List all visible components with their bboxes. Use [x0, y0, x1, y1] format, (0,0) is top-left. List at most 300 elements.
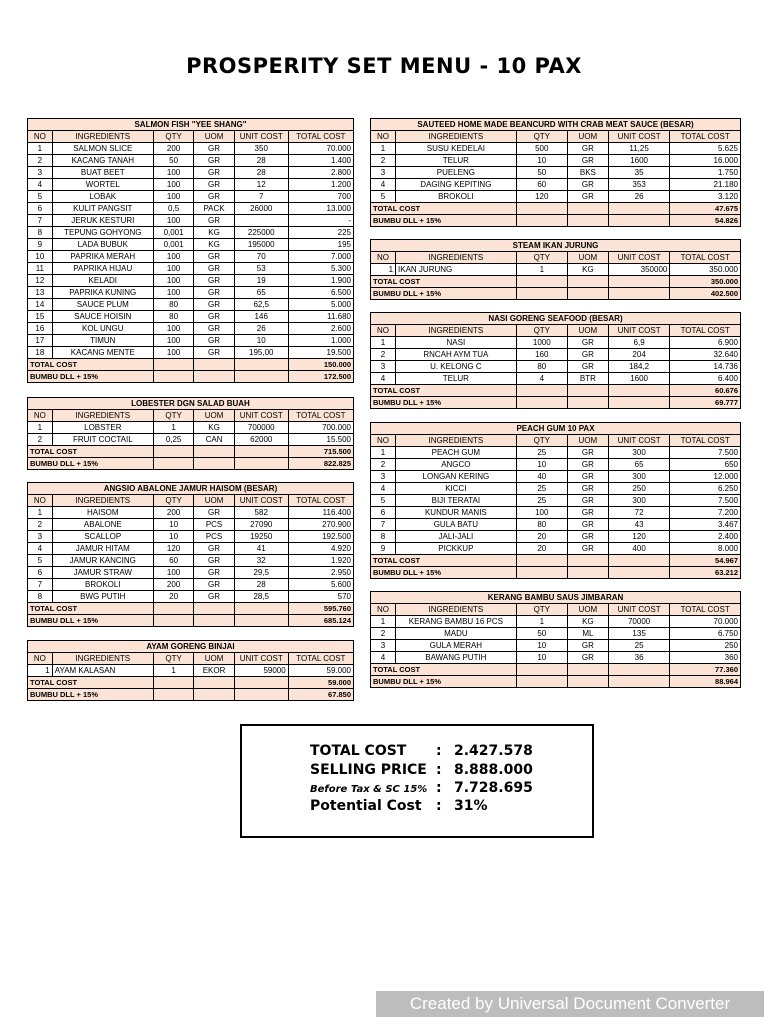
- table-cell: 7: [28, 215, 53, 227]
- table-cell: 350000: [608, 264, 669, 276]
- table-cell: 10: [28, 251, 53, 263]
- table-cell: 270.900: [288, 519, 353, 531]
- table-cell: 20: [516, 531, 567, 543]
- table-cell: 1: [516, 264, 567, 276]
- column-header: UNIT COST: [608, 252, 669, 264]
- table-cell: 116.400: [288, 507, 353, 519]
- table-cell: 2: [371, 628, 396, 640]
- table-cell: 4: [371, 179, 396, 191]
- table-cell: 184,2: [608, 361, 669, 373]
- total-label: TOTAL COST: [28, 603, 154, 615]
- table-cell: 17: [28, 335, 53, 347]
- total-value: 350.000: [670, 276, 741, 288]
- table-cell: 1600: [608, 155, 669, 167]
- table-cell: 100: [153, 287, 193, 299]
- table-cell: 9: [371, 543, 396, 555]
- table-cell: 3: [371, 471, 396, 483]
- table-row: [28, 179, 354, 191]
- table-cell: PAPRIKA HIJAU: [52, 263, 153, 275]
- table-cell: 8: [28, 591, 53, 603]
- table-row: [28, 215, 354, 227]
- total-cost-row: [371, 385, 741, 397]
- table-cell: 120: [516, 191, 567, 203]
- empty-cell: [516, 397, 567, 409]
- ingredient-table: [370, 591, 741, 688]
- column-header-row: [371, 252, 741, 264]
- table-cell: 1.000: [288, 335, 353, 347]
- table-cell: 10: [516, 155, 567, 167]
- table-cell: 4: [371, 373, 396, 385]
- table-cell: 7: [371, 519, 396, 531]
- table-cell: PCS: [194, 519, 234, 531]
- table-cell: IKAN JURUNG: [396, 264, 517, 276]
- table-cell: 8: [371, 531, 396, 543]
- table-cell: 0,001: [153, 227, 193, 239]
- column-header-row: [371, 131, 741, 143]
- total-label: BUMBU DLL + 15%: [28, 458, 154, 470]
- total-value: 54.826: [670, 215, 741, 227]
- column-header: UOM: [194, 410, 234, 422]
- table-row: [28, 335, 354, 347]
- page-title: PROSPERITY SET MENU - 10 PAX: [186, 54, 582, 78]
- table-cell: 100: [153, 275, 193, 287]
- total-value: 59.000: [288, 677, 353, 689]
- empty-cell: [567, 397, 608, 409]
- ingredient-table: [370, 239, 741, 300]
- table-cell: 300: [608, 447, 669, 459]
- empty-cell: [567, 385, 608, 397]
- column-header: QTY: [153, 131, 193, 143]
- column-header: UNIT COST: [608, 325, 669, 337]
- table-row: [371, 628, 741, 640]
- table-cell: 13: [28, 287, 53, 299]
- table-cell: 5.300: [288, 263, 353, 275]
- empty-cell: [567, 203, 608, 215]
- empty-cell: [234, 359, 288, 371]
- column-header: NO: [28, 410, 53, 422]
- column-header: QTY: [516, 252, 567, 264]
- table-cell: TELUR: [396, 373, 517, 385]
- table-cell: 70: [234, 251, 288, 263]
- table-cell: 26: [234, 323, 288, 335]
- table-row: [28, 203, 354, 215]
- total-label: BUMBU DLL + 15%: [28, 371, 154, 383]
- table-row: [28, 519, 354, 531]
- table-lobster: [27, 397, 354, 470]
- empty-cell: [516, 215, 567, 227]
- table-row: [371, 640, 741, 652]
- table-cell: ANGCO: [396, 459, 517, 471]
- table-row: [28, 287, 354, 299]
- table-cell: JAMUR KANCING: [52, 555, 153, 567]
- table-cell: 6.400: [670, 373, 741, 385]
- table-cell: 14.736: [670, 361, 741, 373]
- table-cell: GR: [194, 579, 234, 591]
- column-header: TOTAL COST: [288, 131, 353, 143]
- table-cell: 62,5: [234, 299, 288, 311]
- column-header: TOTAL COST: [670, 435, 741, 447]
- table-row: [371, 373, 741, 385]
- empty-cell: [516, 567, 567, 579]
- table-cell: AYAM KALASAN: [52, 665, 153, 677]
- table-cell: 19250: [234, 531, 288, 543]
- table-cell: 7: [28, 579, 53, 591]
- empty-cell: [608, 397, 669, 409]
- column-header: UOM: [567, 252, 608, 264]
- table-cell: 1: [28, 507, 53, 519]
- table-cell: 65: [608, 459, 669, 471]
- table-cell: GR: [194, 507, 234, 519]
- table-cell: 6.900: [670, 337, 741, 349]
- table-cell: 300: [608, 471, 669, 483]
- table-cell: 6.250: [670, 483, 741, 495]
- table-cell: ML: [567, 628, 608, 640]
- table-cell: GR: [567, 155, 608, 167]
- table-cell: KG: [194, 227, 234, 239]
- table-cell: 80: [153, 311, 193, 323]
- table-row: [28, 155, 354, 167]
- total-label: TOTAL COST: [371, 555, 517, 567]
- table-cell: 59.000: [288, 665, 353, 677]
- total-value: 67.850: [288, 689, 353, 701]
- total-value: 69.777: [670, 397, 741, 409]
- table-cell: [234, 215, 288, 227]
- ingredient-table: [27, 118, 354, 383]
- table-cell: 18: [28, 347, 53, 359]
- column-header: UOM: [567, 435, 608, 447]
- table-cell: 5.625: [670, 143, 741, 155]
- table-title: ANGSIO ABALONE JAMUR HAISOM (BESAR): [28, 483, 354, 495]
- table-cell: 1: [371, 264, 396, 276]
- table-cell: 100: [153, 347, 193, 359]
- table-cell: GR: [194, 335, 234, 347]
- table-cell: 1: [153, 665, 193, 677]
- total-label: BUMBU DLL + 15%: [371, 215, 517, 227]
- table-cell: 5: [28, 555, 53, 567]
- summary-total-cost-value: 2.427.578: [454, 743, 533, 759]
- empty-cell: [194, 689, 234, 701]
- table-title: SALMON FISH "YEE SHANG": [28, 119, 354, 131]
- table-row: [28, 251, 354, 263]
- table-row: [371, 155, 741, 167]
- table-cell: 11,25: [608, 143, 669, 155]
- total-cost-row: [28, 359, 354, 371]
- table-cell: 59000: [234, 665, 288, 677]
- table-title: AYAM GORENG BINJAI: [28, 641, 354, 653]
- table-row: [371, 543, 741, 555]
- table-cell: 11.680: [288, 311, 353, 323]
- table-cell: 100: [153, 335, 193, 347]
- table-cell: 4: [371, 652, 396, 664]
- empty-cell: [234, 603, 288, 615]
- column-header: TOTAL COST: [670, 131, 741, 143]
- table-cell: 9: [28, 239, 53, 251]
- table-cell: GR: [194, 311, 234, 323]
- empty-cell: [153, 371, 193, 383]
- table-cell: KACANG MENTE: [52, 347, 153, 359]
- table-cell: 3.467: [670, 519, 741, 531]
- table-cell: 25: [516, 483, 567, 495]
- table-cell: 80: [516, 361, 567, 373]
- table-cell: 12: [234, 179, 288, 191]
- summary-colon: :: [436, 743, 442, 759]
- table-cell: 28: [234, 155, 288, 167]
- column-header-row: [28, 410, 354, 422]
- table-cell: 1.750: [670, 167, 741, 179]
- table-cell: 204: [608, 349, 669, 361]
- total-value: 63.212: [670, 567, 741, 579]
- table-cell: 1: [28, 422, 53, 434]
- summary-colon: :: [436, 762, 442, 778]
- column-header: NO: [28, 495, 53, 507]
- table-cell: PICKKUP: [396, 543, 517, 555]
- table-row: [371, 337, 741, 349]
- table-cell: 7.200: [670, 507, 741, 519]
- table-cell: 192.500: [288, 531, 353, 543]
- table-cell: 12.000: [670, 471, 741, 483]
- table-cell: 650: [670, 459, 741, 471]
- table-row: [28, 567, 354, 579]
- summary-colon: :: [436, 798, 442, 814]
- table-cell: GR: [567, 459, 608, 471]
- table-cell: 5: [371, 495, 396, 507]
- total-value: 88.964: [670, 676, 741, 688]
- table-cell: 700.000: [288, 422, 353, 434]
- table-ayam: [27, 640, 354, 701]
- column-header: UNIT COST: [608, 604, 669, 616]
- table-cell: 21.180: [670, 179, 741, 191]
- table-row: [371, 471, 741, 483]
- table-cell: GR: [194, 543, 234, 555]
- table-cell: 43: [608, 519, 669, 531]
- table-cell: -: [288, 215, 353, 227]
- table-cell: 20: [153, 591, 193, 603]
- table-cell: 3: [371, 167, 396, 179]
- table-cell: 250: [670, 640, 741, 652]
- table-cell: 20: [516, 543, 567, 555]
- table-cell: KUNDUR MANIS: [396, 507, 517, 519]
- table-cell: 6: [28, 567, 53, 579]
- empty-cell: [608, 288, 669, 300]
- table-cell: BROKOLI: [396, 191, 517, 203]
- total-cost-row: [28, 603, 354, 615]
- empty-cell: [567, 215, 608, 227]
- table-cell: 36: [608, 652, 669, 664]
- empty-cell: [153, 446, 193, 458]
- table-cell: 10: [516, 640, 567, 652]
- table-cell: 2.950: [288, 567, 353, 579]
- table-cell: 29,5: [234, 567, 288, 579]
- table-cell: 27090: [234, 519, 288, 531]
- table-cell: 50: [516, 167, 567, 179]
- column-header: QTY: [516, 604, 567, 616]
- empty-cell: [608, 664, 669, 676]
- table-cell: PAPRIKA KUNING: [52, 287, 153, 299]
- table-cell: 5: [28, 191, 53, 203]
- table-cell: GR: [194, 155, 234, 167]
- table-row: [28, 167, 354, 179]
- table-cell: 15: [28, 311, 53, 323]
- column-header: NO: [28, 653, 53, 665]
- empty-cell: [516, 676, 567, 688]
- table-cell: JALI-JALI: [396, 531, 517, 543]
- column-header: UNIT COST: [234, 495, 288, 507]
- table-row: [28, 531, 354, 543]
- column-header: QTY: [153, 495, 193, 507]
- total-value: 172.500: [288, 371, 353, 383]
- table-cell: 1.900: [288, 275, 353, 287]
- table-cell: GR: [567, 179, 608, 191]
- table-row: [28, 422, 354, 434]
- table-cell: 4: [28, 543, 53, 555]
- table-row: [28, 555, 354, 567]
- ingredient-table: [370, 422, 741, 579]
- table-cell: GR: [567, 471, 608, 483]
- table-cell: GR: [194, 179, 234, 191]
- table-cell: GULA BATU: [396, 519, 517, 531]
- table-cell: 3: [28, 167, 53, 179]
- empty-cell: [608, 203, 669, 215]
- table-cell: BROKOLI: [52, 579, 153, 591]
- column-header: INGREDIENTS: [52, 131, 153, 143]
- table-row: [28, 434, 354, 446]
- total-label: BUMBU DLL + 15%: [28, 615, 154, 627]
- table-cell: 28: [234, 579, 288, 591]
- table-cell: PUELENG: [396, 167, 517, 179]
- table-cell: 6: [28, 203, 53, 215]
- table-cell: 35: [608, 167, 669, 179]
- table-cell: 100: [153, 251, 193, 263]
- table-beancurd: [370, 118, 741, 227]
- column-header: INGREDIENTS: [396, 252, 517, 264]
- table-cell: 353: [608, 179, 669, 191]
- table-cell: 3: [371, 361, 396, 373]
- table-cell: 135: [608, 628, 669, 640]
- table-cell: KERANG BAMBU 16 PCS: [396, 616, 517, 628]
- table-cell: 10: [153, 531, 193, 543]
- empty-cell: [153, 677, 193, 689]
- table-cell: 2: [371, 349, 396, 361]
- table-cell: FRUIT COCTAIL: [52, 434, 153, 446]
- table-row: [371, 191, 741, 203]
- bumbu-row: [28, 458, 354, 470]
- total-label: TOTAL COST: [371, 664, 517, 676]
- watermark-banner: Created by Universal Document Converter: [376, 991, 764, 1017]
- table-cell: 19.500: [288, 347, 353, 359]
- column-header: TOTAL COST: [670, 604, 741, 616]
- table-cell: 1: [516, 616, 567, 628]
- table-cell: TELUR: [396, 155, 517, 167]
- table-cell: 16: [28, 323, 53, 335]
- table-cell: 6.500: [288, 287, 353, 299]
- table-row: [371, 361, 741, 373]
- table-kerang: [370, 591, 741, 688]
- table-cell: 32: [234, 555, 288, 567]
- ingredient-table: [370, 118, 741, 227]
- table-cell: 60: [516, 179, 567, 191]
- empty-cell: [608, 555, 669, 567]
- table-cell: 350: [234, 143, 288, 155]
- empty-cell: [608, 276, 669, 288]
- table-cell: 28: [234, 167, 288, 179]
- empty-cell: [153, 689, 193, 701]
- total-label: BUMBU DLL + 15%: [371, 676, 517, 688]
- table-cell: JAMUR STRAW: [52, 567, 153, 579]
- table-cell: 350.000: [670, 264, 741, 276]
- table-cell: BWG PUTIH: [52, 591, 153, 603]
- table-cell: SUSU KEDELAI: [396, 143, 517, 155]
- table-cell: GR: [194, 143, 234, 155]
- table-cell: 200: [153, 143, 193, 155]
- total-label: TOTAL COST: [28, 359, 154, 371]
- table-cell: KACANG TANAH: [52, 155, 153, 167]
- total-cost-row: [371, 203, 741, 215]
- empty-cell: [516, 288, 567, 300]
- table-cell: 7.000: [288, 251, 353, 263]
- table-cell: 25: [516, 447, 567, 459]
- table-cell: 4.920: [288, 543, 353, 555]
- column-header-row: [371, 325, 741, 337]
- total-label: TOTAL COST: [371, 203, 517, 215]
- table-cell: 195: [288, 239, 353, 251]
- empty-cell: [194, 603, 234, 615]
- table-cell: 5: [371, 191, 396, 203]
- column-header: INGREDIENTS: [396, 604, 517, 616]
- table-cell: 1: [28, 143, 53, 155]
- table-cell: GR: [194, 275, 234, 287]
- table-cell: 60: [153, 555, 193, 567]
- table-cell: WORTEL: [52, 179, 153, 191]
- table-cell: BIJI TERATAI: [396, 495, 517, 507]
- table-salmon: [27, 118, 354, 383]
- column-header: TOTAL COST: [288, 495, 353, 507]
- table-cell: 400: [608, 543, 669, 555]
- table-cell: 120: [608, 531, 669, 543]
- table-cell: GR: [567, 447, 608, 459]
- table-row: [28, 143, 354, 155]
- ingredient-table: [370, 312, 741, 409]
- table-row: [371, 447, 741, 459]
- table-cell: 582: [234, 507, 288, 519]
- total-value: 54.967: [670, 555, 741, 567]
- empty-cell: [194, 677, 234, 689]
- table-cell: 32.640: [670, 349, 741, 361]
- ingredient-table: [27, 397, 354, 470]
- table-row: [371, 531, 741, 543]
- table-row: [28, 191, 354, 203]
- table-cell: GR: [567, 519, 608, 531]
- table-row: [28, 323, 354, 335]
- table-cell: 19: [234, 275, 288, 287]
- column-header: NO: [28, 131, 53, 143]
- empty-cell: [153, 603, 193, 615]
- table-cell: GR: [567, 531, 608, 543]
- table-cell: 13.000: [288, 203, 353, 215]
- total-cost-row: [371, 664, 741, 676]
- table-cell: 14: [28, 299, 53, 311]
- table-cell: KELADI: [52, 275, 153, 287]
- table-cell: 11: [28, 263, 53, 275]
- bumbu-row: [28, 689, 354, 701]
- table-cell: 7: [234, 191, 288, 203]
- total-value: 150.000: [288, 359, 353, 371]
- table-cell: BTR: [567, 373, 608, 385]
- column-header: UOM: [194, 131, 234, 143]
- column-header: UOM: [567, 604, 608, 616]
- table-cell: GULA MERAH: [396, 640, 517, 652]
- table-cell: 0,5: [153, 203, 193, 215]
- table-cell: TIMUN: [52, 335, 153, 347]
